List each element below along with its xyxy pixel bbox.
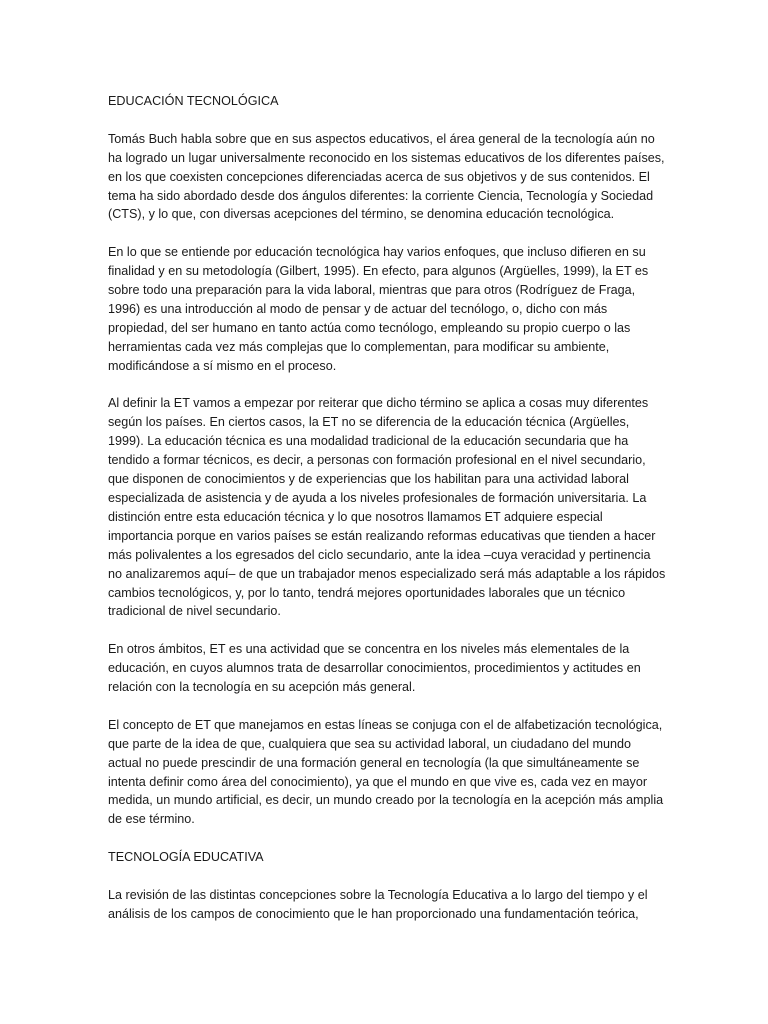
section-heading-tecnologia-educativa: TECNOLOGÍA EDUCATIVA bbox=[108, 850, 264, 865]
paragraph-2: En lo que se entiende por educación tecnológica hay varios enfoques, que incluso difieren en su finalidad y en su metodología (Gilbert, 1995). En efecto, para algunos (Argüelles, 1999), la ET es sobre todo una preparación para la vida laboral, mientras que para otros (Rodríguez de Fraga, 1996) es una introducción al modo de pensar y de actuar del tecnólogo, o, dicho con más propiedad, del ser humano en tanto actúa como tecnólogo, empleando su propio cuerpo o las herramientas cada vez más complejas que lo complementan, para modificar su ambiente, modificándose a sí mismo en el proceso. bbox=[108, 245, 649, 373]
paragraph-4: En otros ámbitos, ET es una actividad que se concentra en los niveles más elementales de la educación, en cuyos alumnos trata de desarrollar conocimientos, procedimientos y actitudes en relación con la tecnología en su acepción más general. bbox=[108, 642, 641, 695]
paragraph-3: Al definir la ET vamos a empezar por reiterar que dicho término se aplica a cosas muy diferentes según los países. En ciertos casos, la ET no se diferencia de la educación técnica (Argüelles, 1999). La educación técnica es una modalidad tradicional de la educación secundaria que ha tendido a formar técnicos, es decir, a personas con formación profesional en el nivel secundario, que disponen de conocimientos y de experiencias que los habilitan para una actividad laboral especializada de asistencia y de ayuda a los niveles profesionales de formación universitaria. La distinción entre esta educación técnica y lo que nosotros llamamos ET adquiere especial importancia porque en varios países se están realizando reformas educativas que tienden a hacer más polivalentes a los egresados del ciclo secundario, ante la idea –cuya veracidad y pertinencia no analizaremos aquí– de que un trabajador menos especializado será más adaptable a los rápidos cambios tecnológicos, y, por lo tanto, tendrá mejores oportunidades laborales que un técnico tradicional de nivel secundario. bbox=[108, 396, 666, 619]
paragraph-6: La revisión de las distintas concepciones sobre la Tecnología Educativa a lo largo del tiempo y el análisis de los campos de conocimiento que le han proporcionado una fundamentación teórica, bbox=[108, 887, 648, 921]
paragraph-5: El concepto de ET que manejamos en estas líneas se conjuga con el de alfabetización tecnológica, que parte de la idea de que, cualquiera que sea su actividad laboral, un ciudadano del mundo actual no puede prescindir de una formación general en tecnología (la que simultáneamente se intenta definir como área del conocimiento), ya que el mundo en que vive es, cada vez en mayor medida, un mundo artificial, es decir, un mundo creado por la tecnología en la acepción más amplia de ese término. bbox=[108, 717, 664, 827]
paragraph-1: Tomás Buch habla sobre que en sus aspectos educativos, el área general de la tecnología aún no ha logrado un lugar universalmente reconocido en los sistemas educativos de los diferentes países, en los que coexisten concepciones diferenciadas acerca de sus objetivos y de sus contenidos. El tema ha sido abordado desde dos ángulos diferentes: la corriente Ciencia, Tecnología y Sociedad (CTS), y lo que, con diversas acepciones del término, se denomina educación tecnológica. bbox=[108, 131, 665, 222]
section-heading-educacion-tecnologica: EDUCACIÓN TECNOLÓGICA bbox=[108, 94, 279, 108]
